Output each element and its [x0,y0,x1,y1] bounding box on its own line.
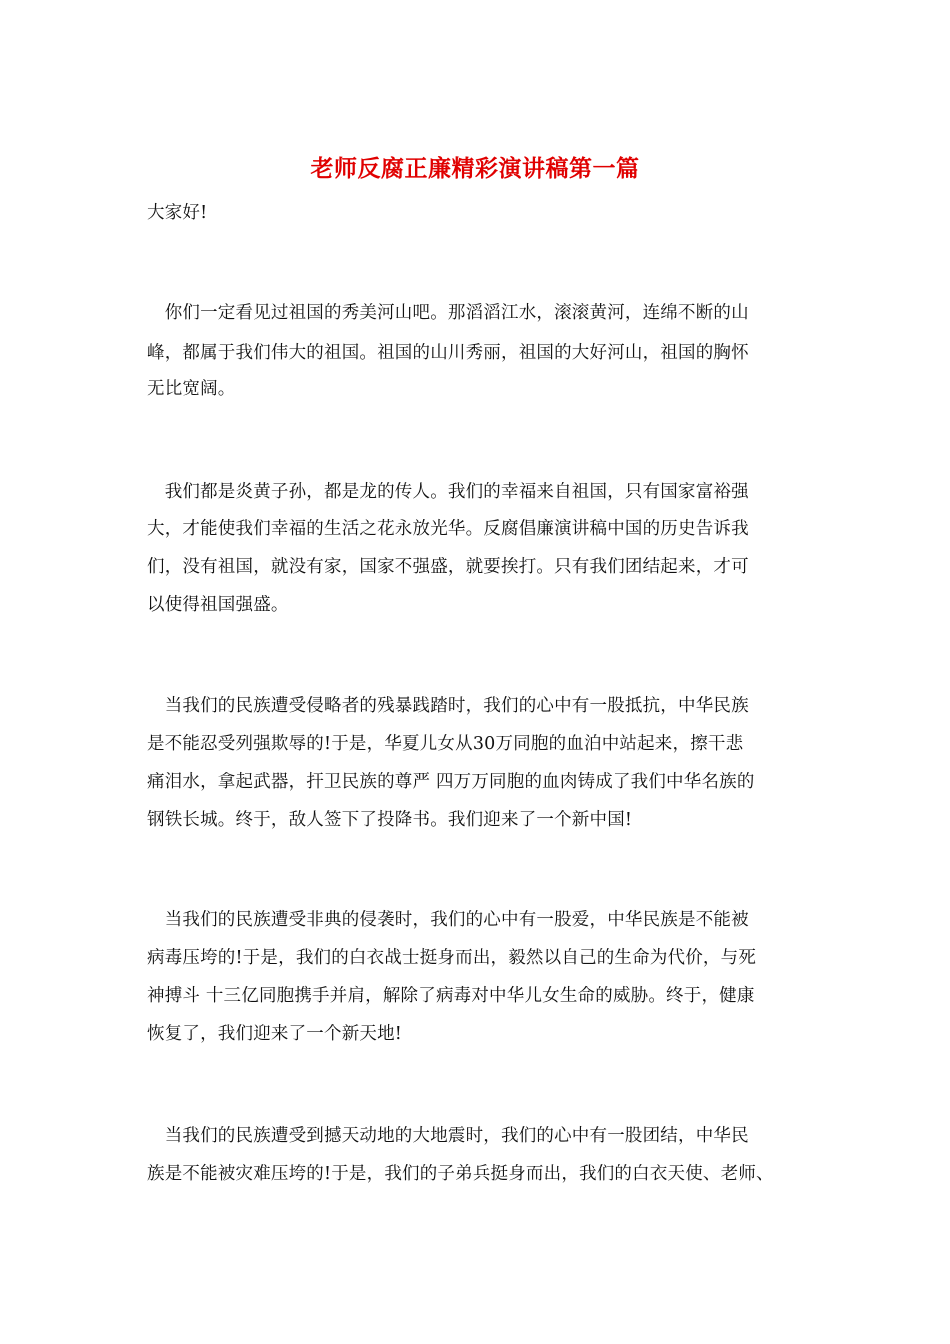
text-line: 恢复了，我们迎来了一个新天地! [147,1024,403,1044]
text-line: 大，才能使我们幸福的生活之花永放光华。反腐倡廉演讲稿中国的历史告诉我 [147,519,749,539]
text-line: 当我们的民族遭受非典的侵袭时，我们的心中有一股爱，中华民族是不能被 [147,910,749,930]
text-line: 病毒压垮的!于是，我们的白衣战士挺身而出，毅然以自己的生命为代价，与死 [147,948,757,968]
text-line: 族是不能被灾难压垮的!于是，我们的子弟兵挺身而出，我们的白衣天使、老师、 [147,1164,774,1184]
text-line: 当我们的民族遭受到撼天动地的大地震时，我们的心中有一股团结，中华民 [147,1126,749,1146]
text-line: 神搏斗 十三亿同胞携手并肩，解除了病毒对中华儿女生命的威胁。终于，健康 [147,986,755,1006]
text-line: 峰，都属于我们伟大的祖国。祖国的山川秀丽，祖国的大好河山，祖国的胸怀 [147,343,749,363]
text-line: 你们一定看见过祖国的秀美河山吧。那滔滔江水，滚滚黄河，连绵不断的山 [147,303,749,323]
text-line: 我们都是炎黄子孙，都是龙的传人。我们的幸福来自祖国，只有国家富裕强 [147,482,749,502]
text-line: 是不能忍受列强欺辱的!于是，华夏儿女从30万同胞的血泊中站起来，擦干悲 [147,734,744,754]
greeting: 大家好! [147,203,208,223]
text-line: 钢铁长城。终于，敌人签下了投降书。我们迎来了一个新中国! [147,810,633,830]
document-title: 老师反腐正廉精彩演讲稿第一篇 [310,155,640,182]
text-line: 无比宽阔。 [147,379,236,399]
text-line: 当我们的民族遭受侵略者的残暴践踏时，我们的心中有一股抵抗，中华民族 [147,696,749,716]
text-line: 以使得祖国强盛。 [147,595,289,615]
text-line: 们，没有祖国，就没有家，国家不强盛，就要挨打。只有我们团结起来，才可 [147,557,749,577]
text-line: 痛泪水，拿起武器，扞卫民族的尊严 四万万同胞的血肉铸成了我们中华名族的 [147,772,755,792]
